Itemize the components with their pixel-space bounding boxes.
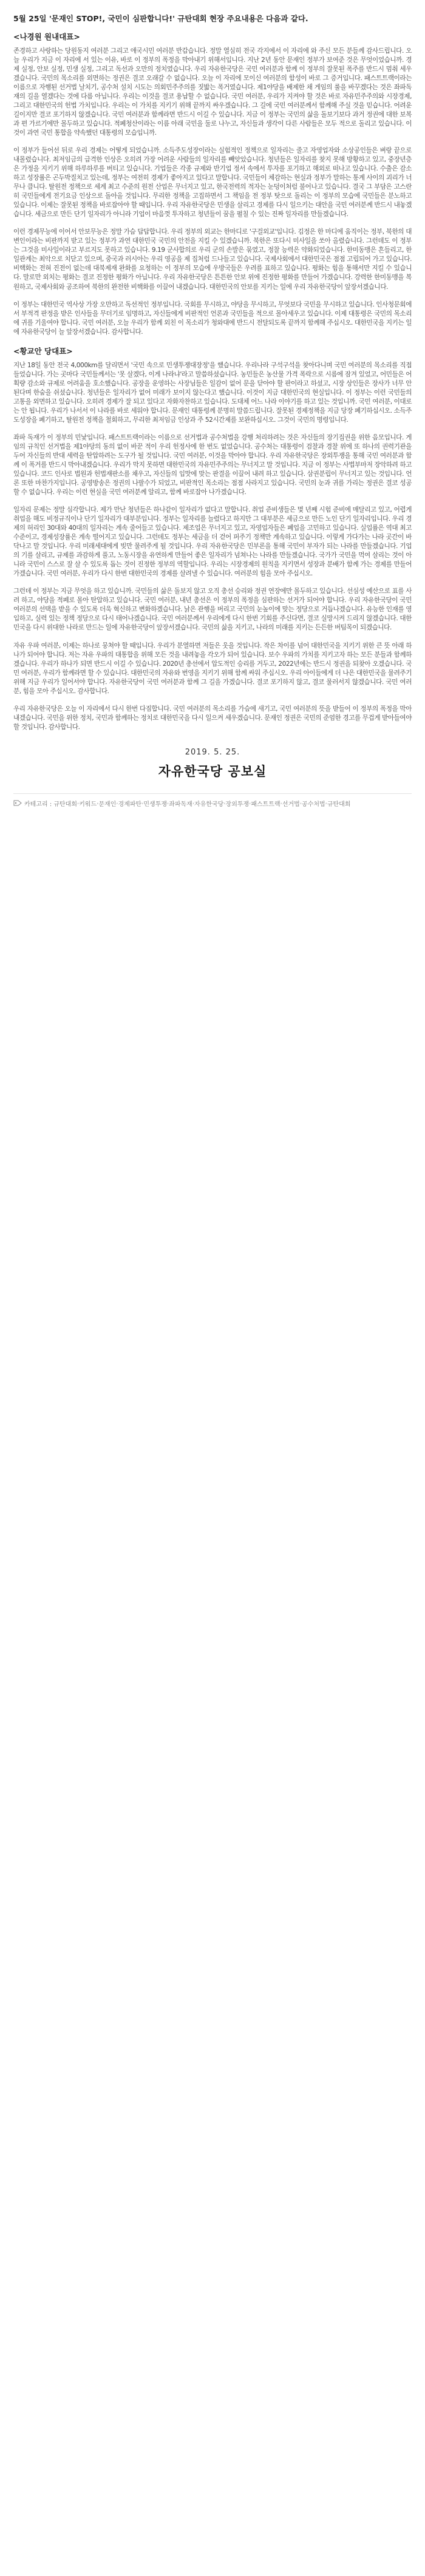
tag-separator: , xyxy=(116,798,118,805)
tag-separator: , xyxy=(280,798,282,805)
section-title: <나경원 원내대표> xyxy=(13,32,80,41)
intro-text: 5월 25일 '문재인 STOP!, 국민이 심판합니다!' 규탄대회 현장 주요내용은 다음과 같다. xyxy=(13,14,308,23)
tag-link[interactable]: 패스트트랙 xyxy=(251,801,280,808)
paragraph: 그런데 이 정부는 지금 무엇을 하고 있습니까. 국민들의 삶은 돌보지 않고 오직 총선 승리와 정권 연장에만 몰두하고 있습니다. 선심성 예산으로 표를 사려 하고, 야당을 적폐로 몰아 탄압하고 있습니다. 국민 여러분, 내년 총선은 이 정부의 폭정을 심판하는 선거가 되어야 합니다. 우리 자유한국당이 국민 여러분의 선택을 받을 수 있도록 더욱 혁신하고 변화하겠습니다. 낡은 관행을 버리고 국민의 눈높이에 맞는 정당으로 거듭나겠습니다. 유능한 인재를 영입하고, 실력 있는 정책 정당으로 다시 태어나겠습니다. 국민 여러분께서 우리에게 다시 한번 기회를 주신다면, 결코 실망시켜 드리지 않겠습니다. 대한민국을 다시 위대한 나라로 만드는 일에 자유한국당이 앞장서겠습니다. 국민의 삶을 지키고, 나라의 미래를 지키는 든든한 버팀목이 되겠습니다. xyxy=(13,588,412,632)
press-release xyxy=(0,0,425,819)
tag-link[interactable]: 선거법 xyxy=(282,801,300,808)
tag-separator: , xyxy=(77,798,80,805)
tag-link[interactable]: 카테고리 : 규탄대회 xyxy=(24,801,78,808)
tag-separator: , xyxy=(167,798,169,805)
tag-separator: , xyxy=(325,798,327,805)
paragraph: 우리 자유한국당은 오늘 이 자리에서 다시 한번 다짐합니다. 국민 여러분의 목소리를 가슴에 새기고, 국민 여러분의 뜻을 받들어 이 정부의 폭정을 막아내겠습니다. 국민을 위한 정치, 국민과 함께하는 정치로 대한민국을 다시 일으켜 세우겠습니다. 문재인 정권은 국민의 준엄한 경고를 무겁게 받아들여야 할 것입니다. 감사합니다. xyxy=(13,705,412,731)
tag-list xyxy=(24,799,351,808)
paragraph: 자유 우파 여러분, 이제는 하나로 뭉쳐야 할 때입니다. 우리가 분열하면 저들은 웃을 것입니다. 작은 차이를 넘어 대한민국을 지키기 위한 큰 뜻 아래 하나가 되어야 합니다. 저는 자유 우파의 대통합을 위해 모든 것을 내려놓을 각오가 되어 있습니다. 보수 우파의 가치를 지키고자 하는 모든 분들과 함께하겠습니다. 우리가 하나가 되면 반드시 이길 수 있습니다. 2020년 총선에서 압도적인 승리를 거두고, 2022년에는 반드시 정권을 되찾아 오겠습니다. 국민 여러분, 우리가 함께라면 할 수 있습니다. 대한민국의 자유와 번영을 지키기 위해 함께 싸워 주십시오. 우리 아이들에게 더 나은 대한민국을 물려주기 위해 지금 우리가 일어서야 합니다. 자유한국당이 국민 여러분과 함께 그 길을 가겠습니다. 결코 포기하지 않고, 결코 물러서지 않겠습니다. 국민 여러분, 힘을 모아 주십시오. 감사합니다. xyxy=(13,642,412,695)
tag-link[interactable]: 규탄대회 xyxy=(327,801,351,808)
section-title: <황교안 당대표> xyxy=(13,346,73,356)
organization-name: 자유한국당 공보실 xyxy=(158,764,267,779)
tag-link[interactable]: 문재인 xyxy=(98,801,117,808)
section-na xyxy=(13,31,412,337)
tag-separator: , xyxy=(141,798,144,805)
tag-separator: , xyxy=(192,798,195,805)
tag-separator: , xyxy=(299,798,302,805)
tag-link[interactable]: 장외투쟁 xyxy=(225,801,250,808)
section-hwang xyxy=(13,345,412,732)
tag-link[interactable]: 공수처법 xyxy=(302,801,325,808)
paragraph: 일자리 문제는 정말 심각합니다. 제가 만난 청년들은 하나같이 일자리가 없다고 말합니다. 취업 준비생들은 몇 년째 시험 준비에 매달리고 있고, 어렵게 취업을 해도 비정규직이나 단기 일자리가 대부분입니다. 정부는 일자리를 늘렸다고 하지만 그 대부분은 세금으로 만든 노인 단기 일자리입니다. 우리 경제의 허리인 30대와 40대의 일자리는 계속 줄어들고 있습니다. 제조업은 무너지고 있고, 자영업자들은 폐업을 고민하고 있습니다. 실업률은 역대 최고 수준이고, 경제성장률은 계속 떨어지고 있습니다. 그런데도 정부는 세금을 더 걷어 퍼주기 정책만 계속하고 있습니다. 이렇게 가다가는 나라 곳간이 바닥나고 말 것입니다. 우리 미래세대에게 빚만 물려주게 될 것입니다. 우리 자유한국당은 민부론을 통해 국민이 부자가 되는 나라를 만들겠습니다. 기업의 기를 살리고, 규제를 과감하게 풀고, 노동시장을 유연하게 만들어 좋은 일자리가 넘쳐나는 나라를 만들겠습니다. 국가가 국민을 먹여 살리는 것이 아니라 국민이 스스로 잘 살 수 있도록 돕는 것이 진정한 정부의 역할입니다. 우리는 시장경제의 원칙을 지키면서 성장과 분배가 함께 가는 경제를 만들어 가겠습니다. 국민 여러분, 우리가 다시 한번 대한민국의 경제를 살려낼 수 있습니다. 여러분의 힘을 모아 주십시오. xyxy=(13,506,412,578)
tag-icon xyxy=(13,800,22,806)
paragraph: 이 정부가 들어선 뒤로 우리 경제는 어떻게 되었습니까. 소득주도성장이라는 실험적인 정책으로 일자리는 줄고 자영업자와 소상공인들은 벼랑 끝으로 내몰렸습니다. 최저임금의 급격한 인상은 오히려 가장 어려운 사람들의 일자리를 빼앗았습니다. 청년들은 일자리를 찾지 못해 방황하고 있고, 중장년층은 가정을 지키기 위해 하루하루를 버티고 있습니다. 기업들은 각종 규제와 반기업 정서 속에서 투자를 포기하고 해외로 떠나고 있습니다. 수출은 감소하고 성장률은 곤두박질치고 있는데, 정부는 여전히 경제가 좋아지고 있다고 말합니다. 국민들이 체감하는 현실과 정부가 말하는 통계 사이의 괴리가 너무나 큽니다. 탈원전 정책으로 세계 최고 수준의 원전 산업은 무너지고 있고, 한국전력의 적자는 눈덩이처럼 불어나고 있습니다. 결국 그 부담은 고스란히 국민들에게 전기요금 인상으로 돌아올 것입니다. 무리한 정책을 고집하면서 그 책임을 전 정부 탓으로 돌리는 이 정부의 모습에 국민들은 분노하고 있습니다. 이제는 잘못된 정책을 바로잡아야 할 때입니다. 우리 자유한국당은 민생을 살리고 경제를 다시 일으키는 대안을 국민 여러분께 반드시 내놓겠습니다. 세금으로 만든 단기 일자리가 아니라 기업이 마음껏 투자하고 청년들이 꿈을 펼칠 수 있는 진짜 일자리를 만들겠습니다. xyxy=(13,147,412,219)
paragraph: 이런 경제무능에 이어서 안보무능은 정말 가슴 답답합니다. 우리 정부의 외교는 한마디로 '구걸외교'입니다. 김정은 한 마디에 움직이는 정부, 북한의 대변인이라는 비판까지 받고 있는 정부가 과연 대한민국 국민의 안전을 지킬 수 있겠습니까. 북한은 또다시 미사일을 쏘아 올렸습니다. 그런데도 이 정부는 그것을 미사일이라고 부르지도 못하고 있습니다. 9.19 군사합의로 우리 군의 손발은 묶였고, 정찰 능력은 약화되었습니다. 한미동맹은 흔들리고, 한일관계는 최악으로 치닫고 있으며, 중국과 러시아는 우리 영공을 제 집처럼 드나들고 있습니다. 국제사회에서 대한민국은 점점 고립되어 가고 있습니다. 비핵화는 전혀 진전이 없는데 대북제재 완화를 요청하는 이 정부의 모습에 우방국들은 우려를 표하고 있습니다. 평화는 힘을 통해서만 지킬 수 있습니다. 말로만 외치는 평화는 결코 진정한 평화가 아닙니다. 우리 자유한국당은 튼튼한 안보 위에 진정한 평화를 만들어 가겠습니다. 강력한 한미동맹을 복원하고, 국제사회와 공조하여 북한의 완전한 비핵화를 이끌어 내겠습니다. 대한민국의 안보를 지키는 일에 우리 자유한국당이 앞장서겠습니다. xyxy=(13,228,412,291)
tag-separator: , xyxy=(97,798,99,805)
paragraph: 좌파 독재가 이 정부의 민낯입니다. 패스트트랙이라는 이름으로 선거법과 공수처법을 강행 처리하려는 것은 자신들의 장기집권을 위한 음모입니다. 게임의 규칙인 선거법을 제1야당의 동의 없이 바꾼 적이 우리 헌정사에 한 번도 없었습니다. 공수처는 대통령이 검찰과 경찰 위에 또 하나의 권력기관을 두어 자신들의 반대 세력을 탄압하려는 도구가 될 것입니다. 국민 여러분, 이것을 막아야 합니다. 우리 자유한국당은 장외투쟁을 통해 국민 여러분과 함께 이 폭거를 반드시 막아내겠습니다. 우리가 막지 못하면 대한민국의 자유민주주의는 무너지고 말 것입니다. 지금 이 정부는 사법부마저 장악하려 하고 있습니다. 코드 인사로 법원과 헌법재판소를 채우고, 자신들의 입맛에 맞는 판결을 이끌어 내려 하고 있습니다. 삼권분립이 무너지고 있는 것입니다. 언론 또한 마찬가지입니다. 공영방송은 정권의 나팔수가 되었고, 비판적인 목소리는 점점 사라지고 있습니다. 국민의 눈과 귀를 가리는 정권은 결코 성공할 수 없습니다. 우리는 이런 현실을 국민 여러분께 알리고, 함께 바로잡아 나가겠습니다. xyxy=(13,433,412,497)
tag-separator: , xyxy=(249,798,251,805)
paragraph: 이 정부는 대한민국 역사상 가장 오만하고 독선적인 정부입니다. 국회를 무시하고, 야당을 무시하고, 무엇보다 국민을 무시하고 있습니다. 인사청문회에서 부적격 판정을 받은 인사들을 무더기로 임명하고, 자신들에게 비판적인 언론과 국민들을 적으로 몰아세우고 있습니다. 이제 대통령은 국민의 목소리에 귀를 기울여야 합니다. 국민 여러분, 오늘 우리가 함께 외친 이 목소리가 청와대에 반드시 전달되도록 끝까지 함께해 주십시오. 대한민국을 지키는 일에 자유한국당이 늘 앞장서겠습니다. 감사합니다. xyxy=(13,300,412,336)
release-date: 2019. 5. 25. xyxy=(185,747,240,757)
tag-link[interactable]: 민생투쟁 xyxy=(143,801,168,808)
tag-link[interactable]: 경제파탄 xyxy=(118,801,142,808)
paragraph: 존경하고 사랑하는 당원동지 여러분 그리고 애국시민 여러분 반갑습니다. 정말 열심히 전국 각지에서 이 자리에 와 주신 모든 분들께 감사드립니다. 오늘 우리가 지금 이 자리에 서 있는 이유, 바로 이 정부의 폭정을 막아내기 위해서입니다. 지난 2년 동안 문재인 정부가 보여준 것은 무엇이었습니까. 경제 실정, 안보 실정, 민생 실정, 그리고 독선과 오만의 정치였습니다. 우리 자유한국당은 국민 여러분과 함께 이 정부의 잘못된 폭주를 반드시 멈춰 세우겠습니다. 국민의 목소리를 외면하는 정권은 결코 오래갈 수 없습니다. 오늘 이 자리에 모이신 여러분의 함성이 바로 그 증거입니다. 패스트트랙이라는 이름으로 자행된 선거법 날치기, 공수처 설치 시도는 의회민주주의를 짓밟는 폭거였습니다. 제1야당을 배제한 채 게임의 룰을 바꾸겠다는 것은 좌파독재의 길을 열겠다는 것에 다름 아닙니다. 우리는 이것을 결코 용납할 수 없습니다. 국민 여러분, 우리가 지켜야 할 것은 바로 자유민주주의와 시장경제, 그리고 대한민국의 헌법 가치입니다. 우리는 이 가치를 지키기 위해 끝까지 싸우겠습니다. 그 길에 국민 여러분께서 함께해 주실 것을 믿습니다. 어려운 길이지만 결코 포기하지 않겠습니다. 국민 여러분과 함께라면 반드시 이길 수 있습니다. 지금 이 정부는 국민의 삶을 돌보기보다 과거 정권에 대한 보복과 편 가르기에만 몰두하고 있습니다. 적폐청산이라는 이름 아래 국민을 둘로 나누고, 자신들과 생각이 다른 사람들은 모두 적으로 돌리고 있습니다. 이것이 과연 국민 통합을 약속했던 대통령의 모습입니까. xyxy=(13,47,412,137)
tag-link[interactable]: 좌파독재 xyxy=(169,801,192,808)
tag-link[interactable]: 자유한국당 xyxy=(194,801,224,808)
tag-bar xyxy=(13,793,412,808)
paragraph: 지난 18일 동안 전국 4,000km를 달리면서 '국민 속으로 민생투쟁대장정'을 했습니다. 우리나라 구석구석을 찾아다니며 국민 여러분의 목소리를 직접 들었습니다. 가는 곳마다 국민들께서는 '못 살겠다, 이게 나라냐'라고 말씀하셨습니다. 농민들은 농산물 가격 폭락으로 시름에 잠겨 있었고, 어민들은 어획량 감소와 규제로 어려움을 호소했습니다. 공장을 운영하는 사장님들은 일감이 없어 문을 닫아야 할 판이라고 하셨고, 시장 상인들은 장사가 너무 안 된다며 한숨을 쉬셨습니다. 청년들은 일자리가 없어 미래가 보이지 않는다고 했습니다. 이것이 지금 대한민국의 현실입니다. 이 정부는 이런 국민들의 고통을 외면하고 있습니다. 오히려 경제가 잘 되고 있다고 자화자찬하고 있습니다. 도대체 어느 나라 이야기를 하고 있는 것입니까. 국민 여러분, 이대로는 안 됩니다. 우리가 나서서 이 나라를 바로 세워야 합니다. 문재인 대통령께 분명히 말씀드립니다. 잘못된 경제정책을 지금 당장 폐기하십시오. 소득주도성장을 폐기하고, 탈원전 정책을 철회하고, 무리한 최저임금 인상과 주 52시간제를 보완하십시오. 그것이 국민의 명령입니다. xyxy=(13,361,412,424)
tag-link[interactable]: 키워드 xyxy=(79,801,97,808)
tag-separator: , xyxy=(223,798,226,805)
